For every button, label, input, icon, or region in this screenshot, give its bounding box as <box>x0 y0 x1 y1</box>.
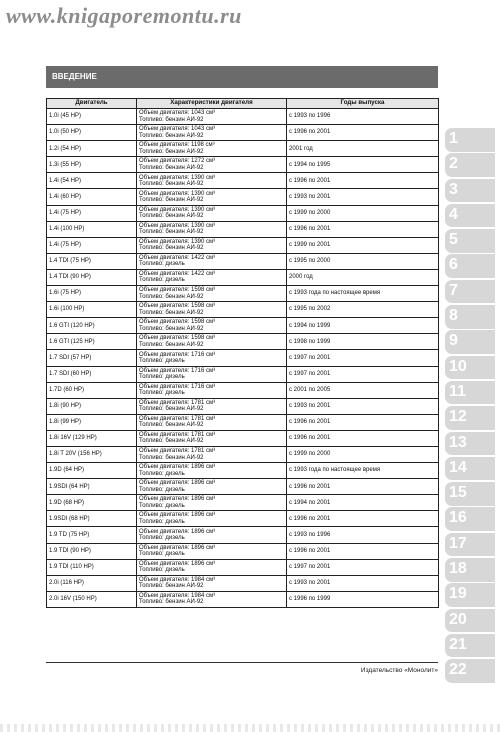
specs-cell <box>137 430 287 446</box>
chapter-tab[interactable] <box>445 634 495 658</box>
specs-cell <box>137 157 287 173</box>
engine-cell: 1.4i (100 HP) <box>47 221 137 237</box>
table-row <box>47 414 439 430</box>
chapter-tab-number: 17 <box>449 534 467 552</box>
table-row <box>47 575 439 591</box>
years-cell: с 1999 по 2001 <box>287 237 439 253</box>
engine-volume: Объем двигателя: 1781 см³ <box>139 415 216 422</box>
engine-cell: 1.2i (54 HP) <box>47 141 137 157</box>
table-row <box>47 269 439 285</box>
years-cell: с 1993 по 2001 <box>287 189 439 205</box>
engine-cell: 1.7D (60 HP) <box>47 382 137 398</box>
chapter-tab[interactable] <box>445 558 495 582</box>
engine-volume: Объем двигателя: 1781 см³ <box>139 399 216 406</box>
years-cell: с 1995 по 2000 <box>287 253 439 269</box>
table-row <box>47 157 439 173</box>
years-cell: с 1993 года по настоящее время <box>287 286 439 302</box>
specs-cell <box>137 253 287 269</box>
chapter-tab-number: 4 <box>449 205 458 223</box>
years-cell: с 1997 по 2001 <box>287 366 439 382</box>
engine-cell: 1.0i (45 HP) <box>47 109 137 125</box>
chapter-tab[interactable] <box>445 280 495 304</box>
years-cell: с 1996 по 2001 <box>287 125 439 141</box>
specs-cell <box>137 575 287 591</box>
table-header-row <box>47 99 439 109</box>
fuel-type: Топливо: бензин АИ-92 <box>139 213 204 220</box>
chapter-tab[interactable] <box>445 179 495 203</box>
table-row <box>47 286 439 302</box>
engine-cell: 1.3i (55 HP) <box>47 157 137 173</box>
years-cell: с 1993 по 2001 <box>287 398 439 414</box>
years-cell: с 1998 по 1999 <box>287 334 439 350</box>
chapter-tab[interactable] <box>445 507 495 531</box>
table-row <box>47 302 439 318</box>
fuel-type: Топливо: дизель <box>139 470 185 477</box>
engine-cell: 1.4 TDI (90 HP) <box>47 269 137 285</box>
engine-cell: 1.7 SDI (60 HP) <box>47 366 137 382</box>
specs-cell <box>137 463 287 479</box>
chapter-tab-number: 20 <box>449 610 467 628</box>
specs-cell <box>137 479 287 495</box>
engine-cell: 1.6i (100 HP) <box>47 302 137 318</box>
chapter-tab-number: 18 <box>449 560 467 578</box>
specs-cell <box>137 366 287 382</box>
fuel-type: Топливо: бензин АИ-92 <box>139 583 204 590</box>
chapter-tab[interactable] <box>445 254 495 278</box>
years-cell: с 2001 по 2005 <box>287 382 439 398</box>
fuel-type: Топливо: бензин АИ-92 <box>139 341 204 348</box>
engine-volume: Объем двигателя: 1390 см³ <box>139 238 216 245</box>
chapter-tab-number: 15 <box>449 484 467 502</box>
specs-cell <box>137 543 287 559</box>
engine-volume: Объем двигателя: 1272 см³ <box>139 158 216 165</box>
engine-volume: Объем двигателя: 1598 см³ <box>139 303 216 310</box>
years-cell: с 1999 по 2000 <box>287 205 439 221</box>
engine-cell: 1.9D (68 HP) <box>47 495 137 511</box>
years-cell: с 1993 по 1996 <box>287 527 439 543</box>
table-row <box>47 334 439 350</box>
engine-volume: Объем двигателя: 1390 см³ <box>139 174 216 181</box>
fuel-type: Топливо: бензин АИ-92 <box>139 116 204 123</box>
engine-cell: 1.8i (90 HP) <box>47 398 137 414</box>
specs-cell <box>137 318 287 334</box>
table-row <box>47 205 439 221</box>
specs-cell <box>137 591 287 607</box>
engine-volume: Объем двигателя: 1896 см³ <box>139 528 216 535</box>
engine-volume: Объем двигателя: 1422 см³ <box>139 254 216 261</box>
specs-cell <box>137 398 287 414</box>
chapter-tab-number: 22 <box>449 661 467 679</box>
engine-volume: Объем двигателя: 1896 см³ <box>139 544 216 551</box>
site-watermark: www.knigaporemontu.ru <box>6 3 242 28</box>
engine-cell: 1.9SDI (64 HP) <box>47 479 137 495</box>
engine-cell: 1.6 GTI (125 HP) <box>47 334 137 350</box>
fuel-type: Топливо: дизель <box>139 502 185 509</box>
table-row <box>47 318 439 334</box>
fuel-type: Топливо: бензин АИ-92 <box>139 132 204 139</box>
specs-cell <box>137 109 287 125</box>
chapter-tab-number: 19 <box>449 585 467 603</box>
years-cell: с 1995 по 2002 <box>287 302 439 318</box>
table-row <box>47 109 439 125</box>
publisher-label: Издательство «Монолит» <box>360 667 438 674</box>
years-cell: с 1996 по 2001 <box>287 414 439 430</box>
fuel-type: Топливо: дизель <box>139 357 185 364</box>
engine-volume: Объем двигателя: 1598 см³ <box>139 319 216 326</box>
chapter-tab[interactable] <box>445 229 495 253</box>
years-cell: с 1996 по 2001 <box>287 479 439 495</box>
engine-volume: Объем двигателя: 1716 см³ <box>139 383 216 390</box>
chapter-tab[interactable] <box>445 457 495 481</box>
table-row <box>47 221 439 237</box>
fuel-type: Топливо: бензин АИ-92 <box>139 293 204 300</box>
fuel-type: Топливо: бензин АИ-92 <box>139 438 204 445</box>
chapter-tab-number: 7 <box>449 281 458 299</box>
specs-cell <box>137 189 287 205</box>
fuel-type: Топливо: дизель <box>139 261 185 268</box>
fuel-type: Топливо: бензин АИ-92 <box>139 197 204 204</box>
engine-cell: 1.0i (50 HP) <box>47 125 137 141</box>
table-row <box>47 125 439 141</box>
engine-cell: 1.4i (75 HP) <box>47 205 137 221</box>
fuel-type: Топливо: бензин АИ-92 <box>139 229 204 236</box>
engine-cell: 1.4i (75 HP) <box>47 237 137 253</box>
engine-cell: 1.7 SDI (57 HP) <box>47 350 137 366</box>
engine-cell: 1.9D (64 HP) <box>47 463 137 479</box>
table-row <box>47 591 439 607</box>
chapter-tab[interactable] <box>445 406 495 430</box>
chapter-tab[interactable] <box>445 432 495 456</box>
fuel-type: Топливо: дизель <box>139 567 185 574</box>
engine-volume: Объем двигателя: 1781 см³ <box>139 432 216 439</box>
engine-volume: Объем двигателя: 1984 см³ <box>139 592 216 599</box>
engine-volume: Объем двигателя: 1043 см³ <box>139 110 216 117</box>
table-row <box>47 350 439 366</box>
chapter-tab[interactable] <box>445 330 495 354</box>
chapter-tab[interactable] <box>445 204 495 228</box>
engine-volume: Объем двигателя: 1781 см³ <box>139 448 216 455</box>
chapter-tab[interactable] <box>445 609 495 633</box>
engine-volume: Объем двигателя: 1716 см³ <box>139 367 216 374</box>
fuel-type: Топливо: дизель <box>139 390 185 397</box>
specs-cell <box>137 125 287 141</box>
chapter-tab-number: 8 <box>449 307 458 325</box>
fuel-type: Топливо: дизель <box>139 534 185 541</box>
chapter-tab-number: 2 <box>449 155 458 173</box>
engine-cell: 1.6i (75 HP) <box>47 286 137 302</box>
section-header-bar <box>46 66 438 88</box>
specs-cell <box>137 446 287 462</box>
fuel-type: Топливо: бензин АИ-92 <box>139 599 204 606</box>
table-row <box>47 382 439 398</box>
specs-cell <box>137 527 287 543</box>
chapter-tab[interactable] <box>445 583 495 607</box>
years-cell: с 1999 по 2000 <box>287 446 439 462</box>
specs-cell <box>137 302 287 318</box>
specs-cell <box>137 221 287 237</box>
fuel-type: Топливо: дизель <box>139 277 185 284</box>
table-row <box>47 479 439 495</box>
engine-volume: Объем двигателя: 1390 см³ <box>139 190 216 197</box>
fuel-type: Топливо: бензин АИ-92 <box>139 148 204 155</box>
engine-cell: 1.9SDI (68 HP) <box>47 511 137 527</box>
years-cell: с 1994 по 2001 <box>287 495 439 511</box>
table-row <box>47 189 439 205</box>
engine-cell: 1.8i 16V (129 HP) <box>47 430 137 446</box>
years-cell: с 1996 по 2001 <box>287 221 439 237</box>
engine-cell: 1.4 TDI (75 HP) <box>47 253 137 269</box>
engine-cell: 1.6 GTI (120 HP) <box>47 318 137 334</box>
chapter-tab[interactable] <box>445 305 495 329</box>
years-cell: с 1997 по 2001 <box>287 559 439 575</box>
engine-volume: Объем двигателя: 1390 см³ <box>139 222 216 229</box>
table-row <box>47 559 439 575</box>
engine-volume: Объем двигателя: 1896 см³ <box>139 496 216 503</box>
engine-volume: Объем двигателя: 1198 см³ <box>139 142 215 149</box>
chapter-tab-number: 13 <box>449 433 467 451</box>
chapter-tab[interactable] <box>445 482 495 506</box>
chapter-tab-number: 9 <box>449 332 458 350</box>
engine-cell: 2.0i 16V (150 HP) <box>47 591 137 607</box>
specs-cell <box>137 350 287 366</box>
fuel-type: Топливо: бензин АИ-92 <box>139 325 204 332</box>
specs-cell <box>137 511 287 527</box>
table-row <box>47 527 439 543</box>
chapter-tab-number: 16 <box>449 509 467 527</box>
bottom-scan-edge <box>0 724 500 732</box>
chapter-tabs <box>445 128 500 685</box>
fuel-type: Топливо: дизель <box>139 374 185 381</box>
footer-divider <box>46 662 438 663</box>
fuel-type: Топливо: дизель <box>139 486 185 493</box>
engine-volume: Объем двигателя: 1896 см³ <box>139 560 216 567</box>
chapter-tab[interactable] <box>445 128 495 152</box>
fuel-type: Топливо: бензин АИ-92 <box>139 180 204 187</box>
chapter-tab[interactable] <box>445 533 495 557</box>
fuel-type: Топливо: дизель <box>139 551 185 558</box>
specs-cell <box>137 269 287 285</box>
chapter-tab-number: 10 <box>449 357 467 375</box>
engines-table <box>46 98 439 608</box>
column-header-engine: Двигатель <box>47 99 137 109</box>
years-cell: с 1996 по 2001 <box>287 173 439 189</box>
chapter-tab-number: 11 <box>449 382 466 400</box>
chapter-tab-number: 14 <box>449 458 467 476</box>
chapter-tab[interactable] <box>445 381 495 405</box>
years-cell: с 1993 по 2001 <box>287 575 439 591</box>
specs-cell <box>137 205 287 221</box>
fuel-type: Топливо: бензин АИ-92 <box>139 454 204 461</box>
engine-volume: Объем двигателя: 1390 см³ <box>139 206 216 213</box>
chapter-tab-number: 12 <box>449 408 467 426</box>
table-row <box>47 398 439 414</box>
table-row <box>47 141 439 157</box>
chapter-tab[interactable] <box>445 356 495 380</box>
years-cell: с 1993 по 1996 <box>287 109 439 125</box>
engine-cell: 1.8i (99 HP) <box>47 414 137 430</box>
specs-cell <box>137 334 287 350</box>
years-cell: с 1994 по 1999 <box>287 318 439 334</box>
engine-volume: Объем двигателя: 1716 см³ <box>139 351 216 358</box>
years-cell: с 1997 по 2001 <box>287 350 439 366</box>
engine-cell: 1.9 TDI (90 HP) <box>47 543 137 559</box>
years-cell: с 1996 по 2001 <box>287 430 439 446</box>
fuel-type: Топливо: бензин АИ-92 <box>139 309 204 316</box>
specs-cell <box>137 495 287 511</box>
column-header-specs: Характеристики двигателя <box>137 99 287 109</box>
years-cell: с 1994 по 1995 <box>287 157 439 173</box>
chapter-tab-number: 21 <box>449 635 467 653</box>
chapter-tab[interactable] <box>445 153 495 177</box>
chapter-tab-number: 3 <box>449 180 458 198</box>
engine-volume: Объем двигателя: 1598 см³ <box>139 287 216 294</box>
table-body <box>47 109 439 608</box>
engine-volume: Объем двигателя: 1984 см³ <box>139 576 216 583</box>
specs-cell <box>137 414 287 430</box>
specs-cell <box>137 559 287 575</box>
fuel-type: Топливо: дизель <box>139 518 185 525</box>
table-row <box>47 511 439 527</box>
section-title: ВВЕДЕНИЕ <box>52 72 97 81</box>
engine-cell: 1.9 TDI (110 HP) <box>47 559 137 575</box>
specs-cell <box>137 173 287 189</box>
years-cell: с 1993 года по настоящее время <box>287 463 439 479</box>
table-row <box>47 446 439 462</box>
specs-cell <box>137 382 287 398</box>
engine-cell: 1.9 TD (75 HP) <box>47 527 137 543</box>
column-header-years: Годы выпуска <box>287 99 439 109</box>
table-row <box>47 430 439 446</box>
years-cell: 2001 год <box>287 141 439 157</box>
fuel-type: Топливо: бензин АИ-92 <box>139 164 204 171</box>
table-row <box>47 366 439 382</box>
fuel-type: Топливо: бензин АИ-92 <box>139 422 204 429</box>
engine-volume: Объем двигателя: 1598 см³ <box>139 335 216 342</box>
engine-cell: 1.8i T 20V (156 HP) <box>47 446 137 462</box>
years-cell: 2000 год <box>287 269 439 285</box>
engine-cell: 2.0i (116 HP) <box>47 575 137 591</box>
chapter-tab-number: 6 <box>449 256 458 274</box>
chapter-tab[interactable] <box>445 659 495 683</box>
table-row <box>47 173 439 189</box>
engine-volume: Объем двигателя: 1896 см³ <box>139 512 216 519</box>
chapter-tab-number: 1 <box>449 130 458 147</box>
engine-volume: Объем двигателя: 1896 см³ <box>139 480 216 487</box>
table-row <box>47 495 439 511</box>
specs-cell <box>137 286 287 302</box>
engine-volume: Объем двигателя: 1896 см³ <box>139 464 216 471</box>
fuel-type: Топливо: бензин АИ-92 <box>139 406 204 413</box>
engine-volume: Объем двигателя: 1422 см³ <box>139 271 216 278</box>
engine-cell: 1.4i (60 HP) <box>47 189 137 205</box>
years-cell: с 1996 по 2001 <box>287 543 439 559</box>
specs-cell <box>137 141 287 157</box>
table-row <box>47 543 439 559</box>
chapter-tab-number: 5 <box>449 231 458 249</box>
table-row <box>47 463 439 479</box>
engine-volume: Объем двигателя: 1043 см³ <box>139 126 216 133</box>
years-cell: с 1996 по 2001 <box>287 511 439 527</box>
years-cell: с 1996 по 1999 <box>287 591 439 607</box>
table-row <box>47 253 439 269</box>
specs-cell <box>137 237 287 253</box>
table-row <box>47 237 439 253</box>
engine-cell: 1.4i (54 HP) <box>47 173 137 189</box>
fuel-type: Топливо: бензин АИ-92 <box>139 245 204 252</box>
